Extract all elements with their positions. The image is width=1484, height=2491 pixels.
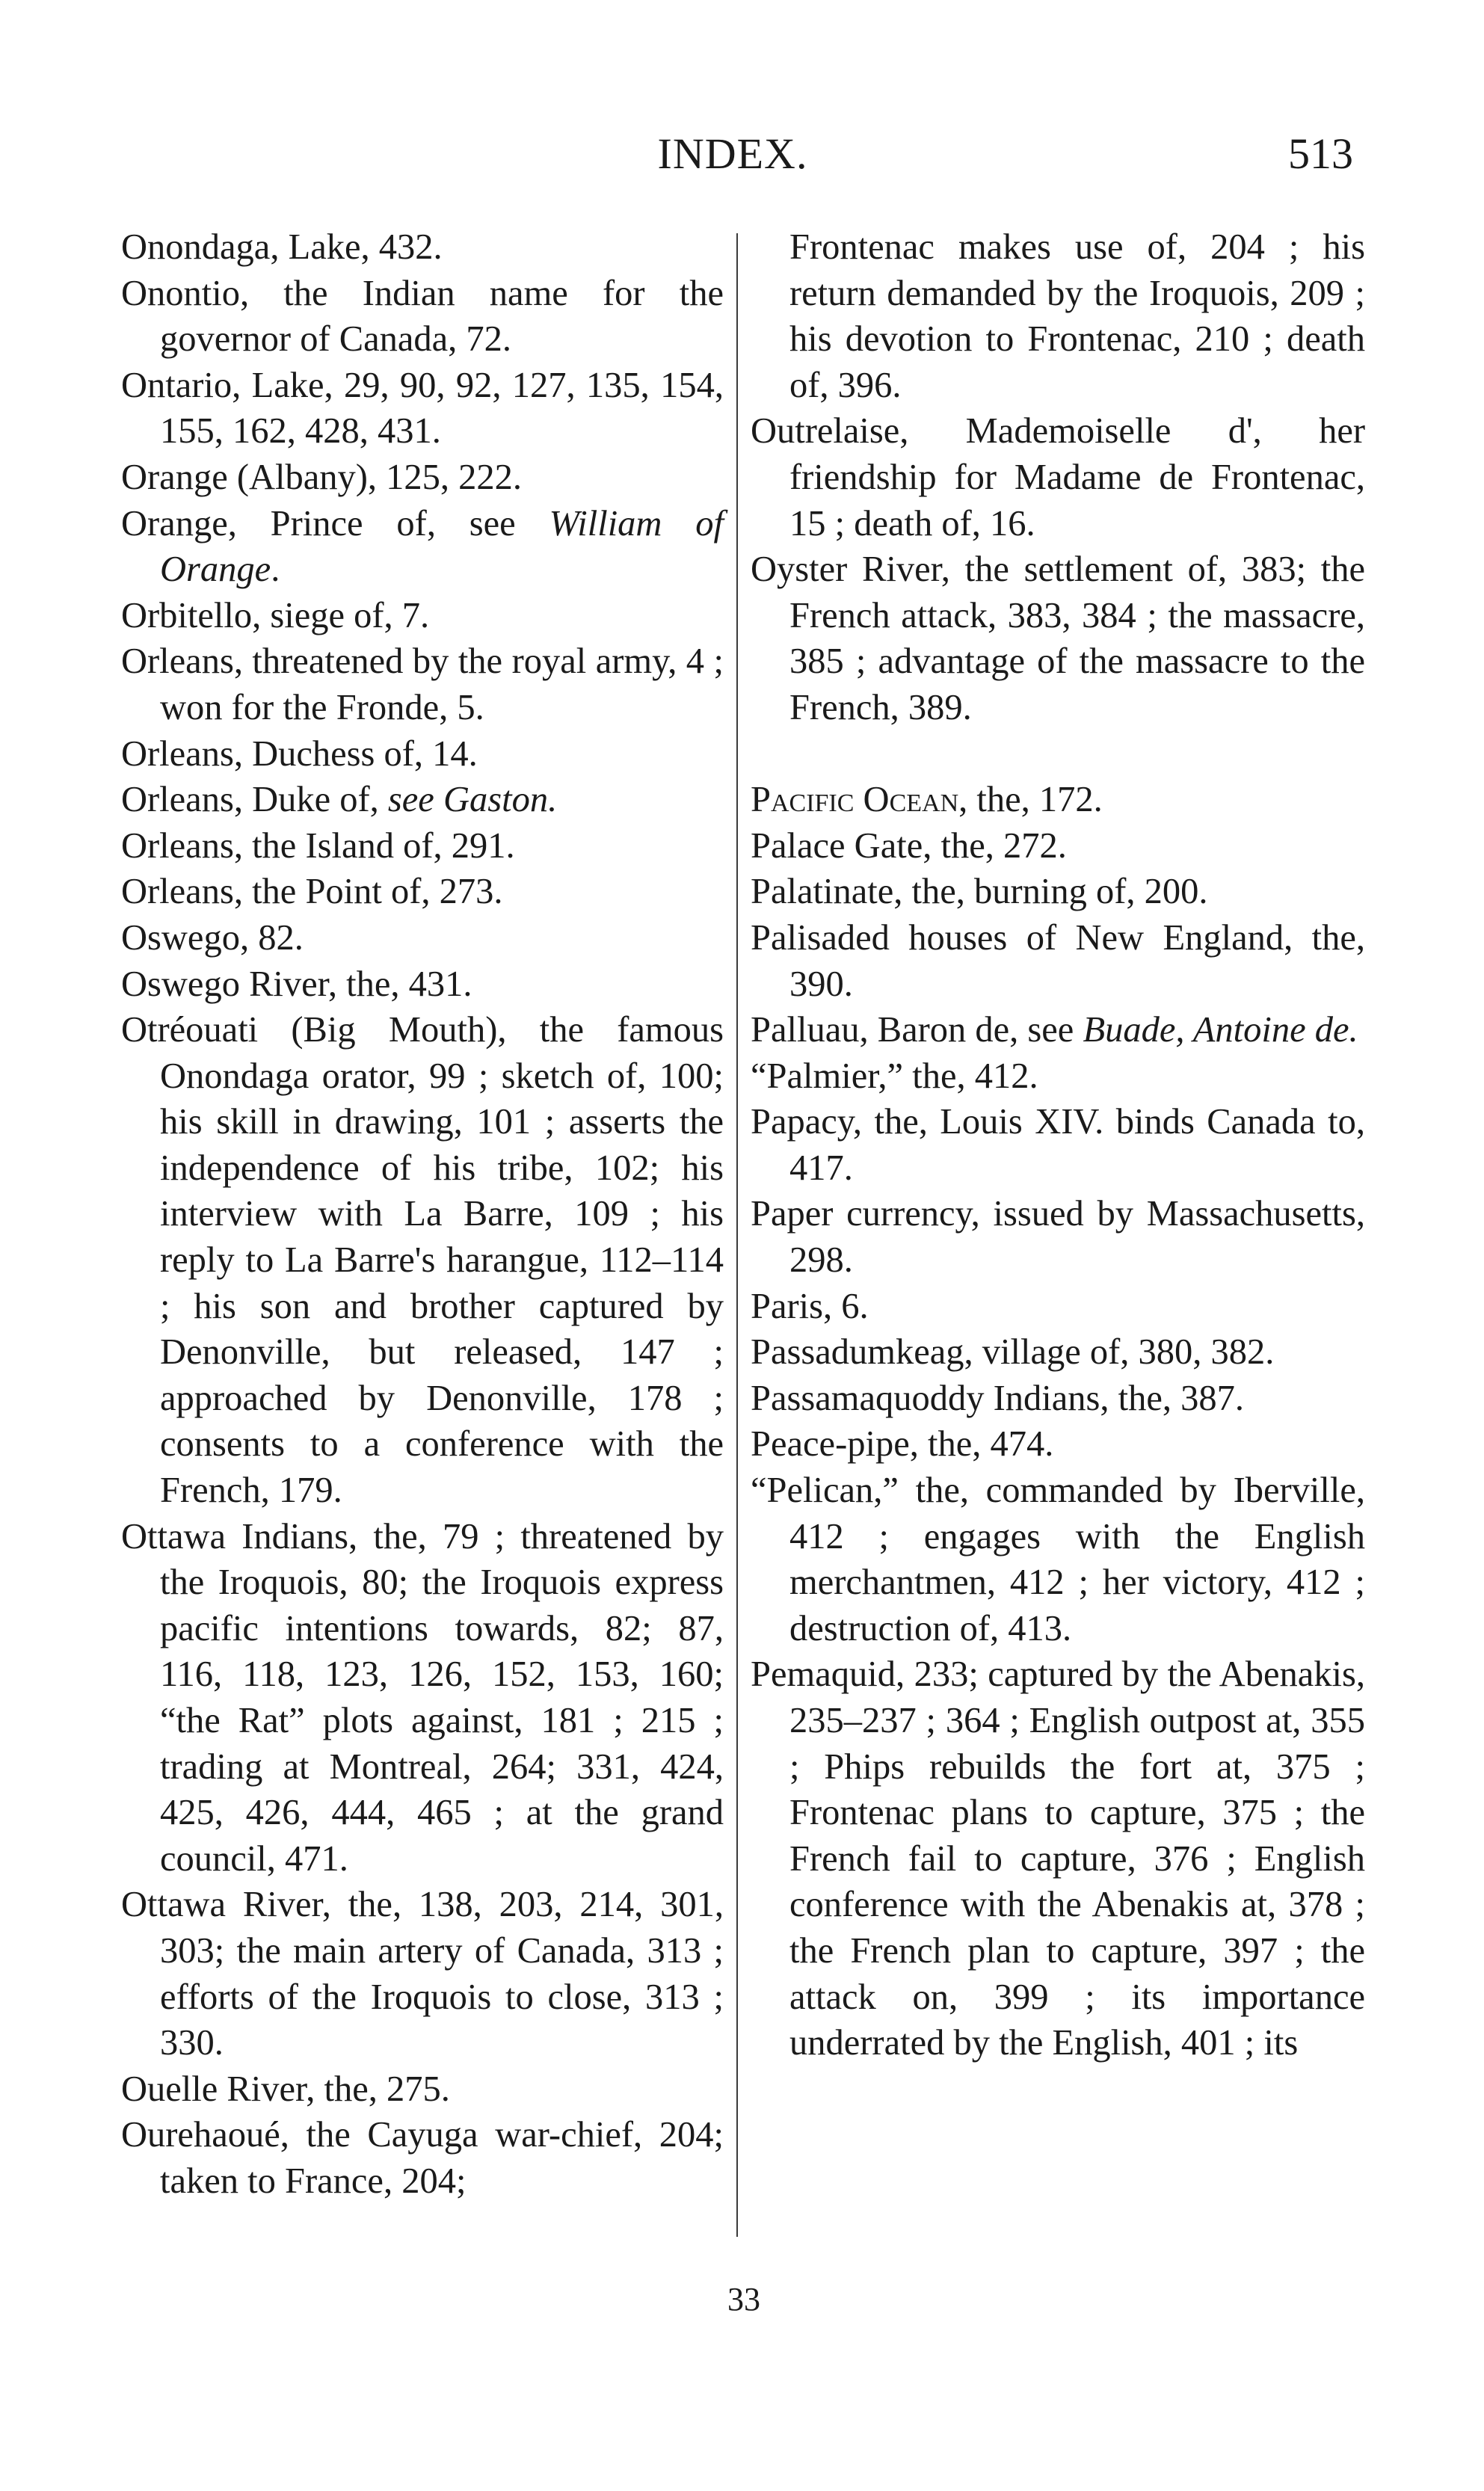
entry-text: “Palmier,” the, 412. [751, 1056, 1038, 1096]
entry-text: Oswego River, the, 431. [121, 964, 472, 1004]
index-entry [751, 823, 1365, 869]
entry-text: Ottawa Indians, the, 79 ; threatened by the Iroquois, 80; the Iroquois express pacific intentions towards, 82; 87, 116, 118, 123, 126, 152, 153, 160; “the Rat” plots against, 181 ; 215 ; trading at Montreal, 264; 331, 424, 425, 426, 444, 465 ; at the grand council, 471. [121, 1516, 724, 1879]
entry-text: Ourehaoué, the Cayuga war-chief, 204; taken to France, 204; [121, 2115, 724, 2201]
index-entry [121, 961, 724, 1008]
entry-text: William of Orange [160, 503, 724, 590]
entry-text: Orange, Prince of, see [121, 503, 549, 544]
index-entry [751, 869, 1365, 915]
index-entry [751, 546, 1365, 730]
index-entry [121, 593, 724, 639]
entry-text: Orbitello, siege of, 7. [121, 595, 430, 635]
index-entry [751, 915, 1365, 1007]
index-entry [121, 2112, 724, 2204]
index-entry [121, 731, 724, 778]
entry-text: Onontio, the Indian name for the governor of Canada, 72. [121, 273, 724, 360]
entry-text: Ottawa River, the, 138, 203, 214, 301, 303; the main artery of Canada, 313 ; efforts of the Iroquois to close, 313 ; 330. [121, 1885, 724, 2063]
entry-text: see Gaston. [387, 780, 558, 820]
index-entry [121, 1007, 724, 1514]
index-entry [121, 777, 724, 823]
index-entry [121, 638, 724, 730]
index-entry [121, 915, 724, 961]
index-entry [121, 271, 724, 363]
entry-text: Paper currency, issued by Massachusetts, 298. [751, 1194, 1365, 1281]
entry-text: Oyster River, the settlement of, 383; the French attack, 383, 384 ; the massacre, 385 ; advantage of the massacre to the French, 389. [751, 549, 1365, 727]
index-entry [751, 1099, 1365, 1191]
entry-text: Buade, Antoine de. [1083, 1010, 1358, 1050]
entry-text: Peace-pipe, the, 474. [751, 1424, 1054, 1465]
entry-text: Ouelle River, the, 275. [121, 2069, 450, 2109]
entry-text: Paris, 6. [751, 1286, 869, 1326]
index-entry [751, 1053, 1365, 1100]
index-entry [751, 1329, 1365, 1376]
entry-text: Orange (Albany), 125, 222. [121, 457, 523, 497]
index-entry [751, 1191, 1365, 1283]
index-entry [751, 1651, 1365, 2066]
entry-text: , the, 172. [958, 780, 1103, 820]
entry-text: Passamaquoddy Indians, the, 387. [751, 1378, 1245, 1418]
entry-text: Palluau, Baron de, see [751, 1010, 1083, 1050]
entry-text: “Pelican,” the, commanded by Iberville, 412 ; engages with the English merchantmen, 412 ; her victory, 412 ; destruction of, 413. [751, 1471, 1365, 1648]
running-title: INDEX. [657, 129, 808, 178]
page-number: 513 [1288, 129, 1353, 178]
entry-text: Orleans, Duke of, [121, 780, 388, 820]
entry-text: Passadumkeag, village of, 380, 382. [751, 1332, 1275, 1373]
entry-text: Oswego, 82. [121, 917, 304, 958]
index-column-left [121, 224, 724, 2205]
entry-text: Frontenac makes use of, 204 ; his return demanded by the Iroquois, 209 ; his devotion to Frontenac, 210 ; death of, 396. [789, 227, 1365, 405]
entry-text: Ontario, Lake, 29, 90, 92, 127, 135, 154, 155, 162, 428, 431. [121, 365, 724, 452]
entry-text: Palace Gate, the, 272. [751, 825, 1067, 866]
index-entry [751, 408, 1365, 546]
index-entry [121, 823, 724, 869]
entry-text: . [271, 549, 280, 590]
entry-text: Palisaded houses of New England, the, 390. [751, 917, 1365, 1004]
index-column-right [751, 224, 1365, 2066]
column-divider [736, 233, 738, 2237]
index-entry [121, 1514, 724, 1882]
index-entry [751, 1007, 1365, 1053]
index-entry [121, 455, 724, 501]
index-entry [751, 777, 1365, 823]
entry-text: Pemaquid, 233; captured by the Abenakis, 235–237 ; 364 ; English outpost at, 355 ; Phips rebuilds the fort at, 375 ; Frontenac plans to capture, 375 ; the French fail to capture, 376 ; English conference with the Abenakis at, 378 ; the French plan to capture, 397 ; the attack on, 399 ; its importance underrated by the English, 401 ; its [751, 1654, 1365, 2063]
index-entry [121, 224, 724, 271]
index-entry [751, 1284, 1365, 1330]
index-entry [751, 1376, 1365, 1422]
index-entry [121, 363, 724, 455]
entry-text: Orleans, the Point of, 273. [121, 872, 503, 912]
index-entry-continued [751, 224, 1365, 408]
index-entry [751, 1468, 1365, 1651]
entry-text: Orleans, the Island of, 291. [121, 825, 515, 866]
index-entry [121, 1882, 724, 2066]
entry-text: Otréouati (Big Mouth), the famous Onondaga orator, 99 ; sketch of, 100; his skill in drawing, 101 ; asserts the independence of his tribe, 102; his interview with La Barre, 109 ; his reply to La Barre's harangue, 112–114 ; his son and brother captured by Denonville, but released, 147 ; approached by Denonville, 178 ; consents to a conference with the French, 179. [121, 1010, 724, 1511]
entry-text: Outrelaise, Mademoiselle d', her friendship for Madame de Frontenac, 15 ; death of, 16. [751, 411, 1365, 544]
entry-text: Pacific Ocean [751, 780, 959, 820]
entry-text: Orleans, Duchess of, 14. [121, 733, 478, 774]
index-entry [121, 869, 724, 915]
index-entry [751, 1421, 1365, 1468]
index-entry [121, 2066, 724, 2113]
entry-text: Papacy, the, Louis XIV. binds Canada to, 417. [751, 1102, 1365, 1188]
entry-text: Palatinate, the, burning of, 200. [751, 872, 1208, 912]
signature-mark: 33 [727, 2281, 760, 2318]
entry-text: Orleans, threatened by the royal army, 4 ; won for the Fronde, 5. [121, 641, 724, 727]
entry-text: Onondaga, Lake, 432. [121, 227, 443, 267]
index-entry [121, 501, 724, 593]
running-head [112, 129, 1353, 188]
